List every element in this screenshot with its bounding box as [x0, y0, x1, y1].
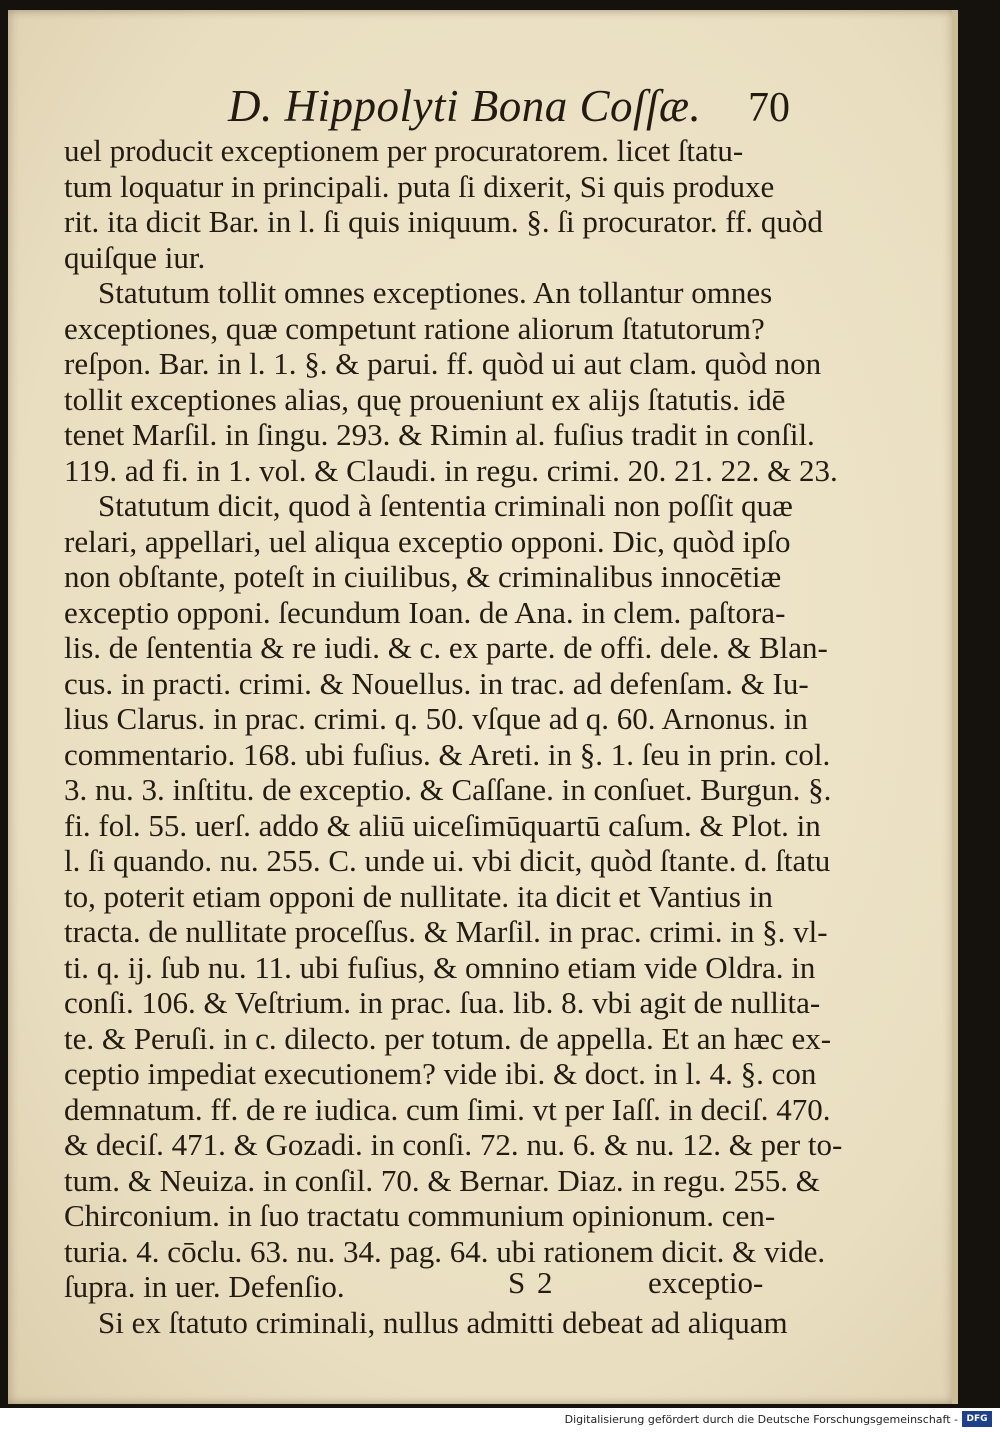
text-line: relari, appellari, uel aliqua exceptio opponi. Dic, quòd ipſo [64, 523, 791, 559]
body-text [64, 133, 843, 1340]
credit-bar [0, 1408, 1000, 1432]
folio-number: 70 [748, 85, 790, 131]
text-line: demnatum. ff. de re iudica. cum ſimi. vt per Iaſſ. in deciſ. 470. [64, 1091, 831, 1127]
dfg-logo: DFG [962, 1411, 992, 1427]
text-line: reſpon. Bar. in l. 1. §. & parui. ff. quòd ui aut clam. quòd non [64, 346, 822, 381]
text-line: lius Clarus. in prac. crimi. q. 50. vſque ad q. 60. Arnonus. in [64, 701, 808, 736]
text-line: tum loquatur in principali. puta ſi dixerit, Si quis produxe [64, 168, 775, 204]
text-line: to, poterit etiam opponi de nullitate. ita dicit et Vantius in [64, 878, 773, 914]
text-line: uel producit exceptionem per procuratorem. licet ſtatu- [64, 133, 744, 168]
text-line: rit. ita dicit Bar. in l. ſi quis iniquum. §. ſi procurator. ff. quòd [64, 204, 823, 239]
book-page [8, 10, 958, 1404]
text-line: 3. nu. 3. inſtitu. de exceptio. & Caſſane. in conſuet. Burgun. §. [64, 772, 832, 807]
text-line: Chirconium. in ſuo tractatu communium opinionum. cen- [64, 1198, 776, 1233]
page-header [8, 72, 958, 132]
text-line: commentario. 168. ubi fuſius. & Areti. in §. 1. ſeu in prin. col. [64, 736, 831, 772]
catchword: exceptio- [648, 1265, 764, 1300]
text-line: 119. ad fi. in 1. vol. & Claudi. in regu. crimi. 20. 21. 22. & 23. [64, 452, 838, 488]
text-line: Si ex ſtatuto criminali, nullus admitti debeat ad aliquam [98, 1304, 788, 1340]
funding-credit: Digitalisierung gefördert durch die Deutsche Forschungsgemeinschaft - [564, 1413, 958, 1426]
text-line: non obſtante, poteſt in ciuilibus, & criminalibus innocētiæ [64, 559, 782, 594]
text-line: tenet Marſil. in ſingu. 293. & Rimin al. fuſius tradit in conſil. [64, 417, 815, 452]
text-line: ceptio impediat executionem? vide ibi. & doct. in l. 4. §. con [64, 1056, 817, 1091]
text-line: Statutum tollit omnes exceptiones. An tollantur omnes [98, 275, 773, 310]
text-line: l. ſi quando. nu. 255. C. unde ui. vbi dicit, quòd ſtante. d. ſtatu [64, 843, 831, 878]
text-line: conſi. 106. & Veſtrium. in prac. ſua. lib. 8. vbi agit de nullita- [64, 985, 821, 1020]
text-line: ſupra. in uer. Defenſio. [64, 1269, 345, 1304]
text-line: ti. q. ij. ſub nu. 11. ubi fuſius, & omnino etiam vide Oldra. in [64, 949, 816, 985]
text-line: turia. 4. cōclu. 63. nu. 34. pag. 64. ubi rationem dicit. & vide. [64, 1233, 826, 1269]
page-edge [952, 10, 958, 1404]
text-line: & deciſ. 471. & Gozadi. in conſi. 72. nu. 6. & nu. 12. & per to- [64, 1127, 843, 1162]
text-line: tum. & Neuiza. in conſil. 70. & Bernar. Diaz. in regu. 255. & [64, 1162, 820, 1198]
text-line: exceptio opponi. ſecundum Ioan. de Ana. in clem. paſtora- [64, 594, 786, 630]
text-line: lis. de ſententia & re iudi. & c. ex parte. de offi. dele. & Blan- [64, 630, 828, 665]
text-line: tracta. de nullitate proceſſus. & Marſil. in prac. crimi. in §. vl- [64, 914, 828, 949]
text-line: exceptiones, quæ competunt ratione aliorum ſtatutorum? [64, 310, 765, 346]
text-line: Statutum dicit, quod à ſententia criminali non poſſit quæ [98, 488, 793, 523]
signature-mark: S 2 [508, 1265, 555, 1300]
text-line: cus. in practi. crimi. & Nouellus. in trac. ad defenſam. & Iu- [64, 665, 809, 701]
running-title: D. Hippolyti Bona Coſſæ. [228, 81, 702, 131]
text-line: quiſque iur. [64, 239, 206, 275]
text-line: te. & Peruſi. in c. dilecto. per totum. de appella. Et an hæc ex- [64, 1020, 832, 1056]
text-line: tollit exceptiones alias, quę proueniunt ex alijs ſtatutis. idē [64, 381, 786, 417]
text-line: fi. fol. 55. uerſ. addo & aliū uiceſimūquartū caſum. & Plot. in [64, 807, 821, 843]
